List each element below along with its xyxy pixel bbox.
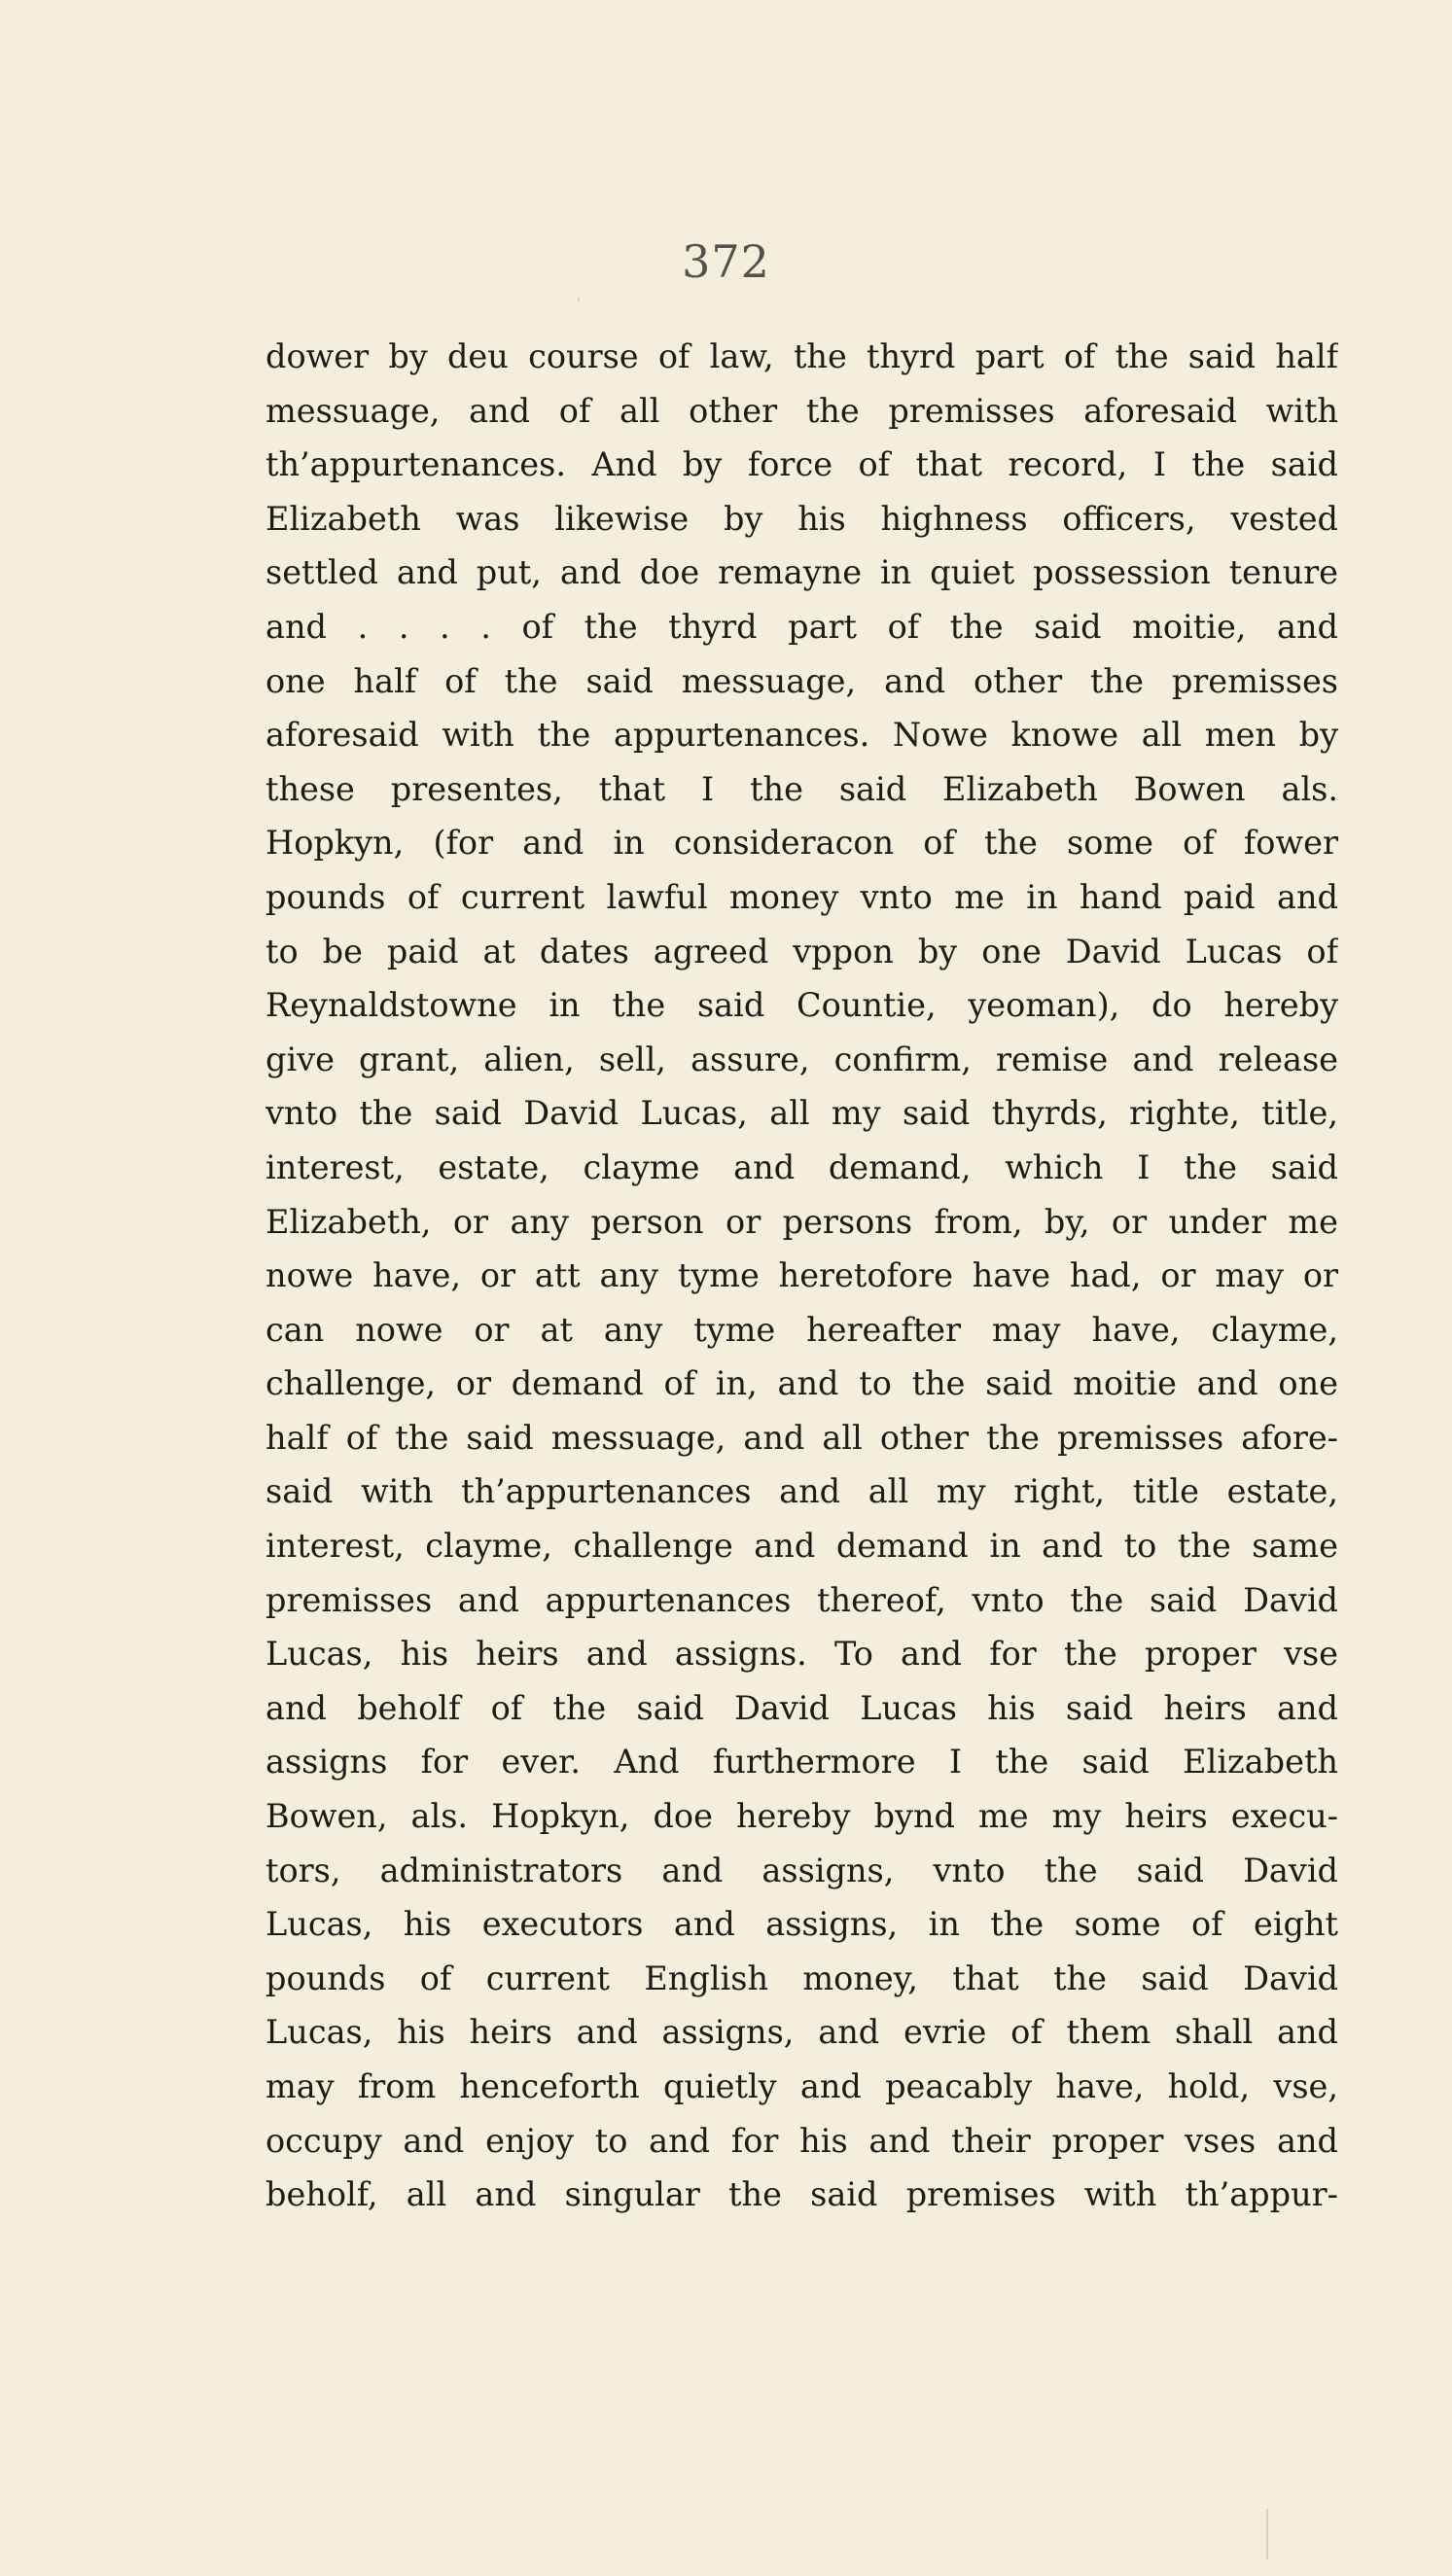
- text-line: Hopkyn, (for and in consideracon of the some of fower: [266, 824, 1338, 863]
- text-line: nowe have, or att any tyme heretofore have had, or may or: [266, 1256, 1338, 1295]
- text-line: and . . . . of the thyrd part of the said moitie, and: [266, 607, 1338, 646]
- text-line: beholf, all and singular the said premises with th’appur-: [266, 2175, 1338, 2214]
- text-line: Elizabeth, or any person or persons from, by, or under me: [266, 1202, 1338, 1241]
- text-line: tors, administrators and assigns, vnto the said David: [266, 1851, 1338, 1889]
- text-line: assigns for ever. And furthermore I the said Elizabeth: [266, 1743, 1338, 1782]
- text-line: aforesaid with the appurtenances. Nowe knowe all men by: [266, 716, 1338, 755]
- text-line: can nowe or at any tyme hereafter may have, clayme,: [266, 1310, 1338, 1349]
- text-line: messuage, and of all other the premisses aforesaid with: [266, 391, 1338, 430]
- text-line: vnto the said David Lucas, all my said thyrds, righte, title,: [266, 1094, 1338, 1133]
- text-line: pounds of current lawful money vnto me in hand paid and: [266, 877, 1338, 916]
- text-line: and beholf of the said David Lucas his said heirs and: [266, 1688, 1338, 1727]
- paper-speck: [1266, 2509, 1268, 2559]
- text-line: Reynaldstowne in the said Countie, yeoman), do hereby: [266, 986, 1338, 1025]
- text-line: interest, clayme, challenge and demand in and to the same: [266, 1527, 1338, 1566]
- text-line: Lucas, his heirs and assigns, and evrie of them shall and: [266, 2013, 1338, 2052]
- text-line: challenge, or demand of in, and to the said moitie and one: [266, 1364, 1338, 1403]
- text-line: said with th’appurtenances and all my right, title estate,: [266, 1472, 1338, 1511]
- text-line: occupy and enjoy to and for his and their proper vses and: [266, 2121, 1338, 2160]
- text-line: may from henceforth quietly and peacably have, hold, vse,: [266, 2067, 1338, 2105]
- text-line: one half of the said messuage, and other the premisses: [266, 661, 1338, 700]
- text-line: pounds of current English money, that the said David: [266, 1958, 1338, 1997]
- paper-speck: [578, 298, 580, 301]
- text-line: premisses and appurtenances thereof, vnto the said David: [266, 1580, 1338, 1619]
- body-text: [266, 330, 1338, 2222]
- text-line: these presentes, that I the said Elizabeth Bowen als.: [266, 769, 1338, 808]
- text-line: settled and put, and doe remayne in quiet possession tenure: [266, 553, 1338, 592]
- text-line: th’appurtenances. And by force of that record, I the said: [266, 445, 1338, 484]
- text-line: Elizabeth was likewise by his highness officers, vested: [266, 499, 1338, 538]
- text-line: interest, estate, clayme and demand, which I the said: [266, 1147, 1338, 1186]
- text-line: half of the said messuage, and all other the premisses afore-: [266, 1418, 1338, 1457]
- text-line: to be paid at dates agreed vppon by one David Lucas of: [266, 932, 1338, 970]
- text-line: give grant, alien, sell, assure, confirm, remise and release: [266, 1040, 1338, 1078]
- text-line: Lucas, his executors and assigns, in the some of eight: [266, 1905, 1338, 1944]
- page-number: 372: [682, 235, 770, 288]
- text-line: Bowen, als. Hopkyn, doe hereby bynd me my heirs execu-: [266, 1797, 1338, 1836]
- text-line: Lucas, his heirs and assigns. To and for the proper vse: [266, 1635, 1338, 1674]
- text-line: dower by deu course of law, the thyrd part of the said half: [266, 337, 1338, 375]
